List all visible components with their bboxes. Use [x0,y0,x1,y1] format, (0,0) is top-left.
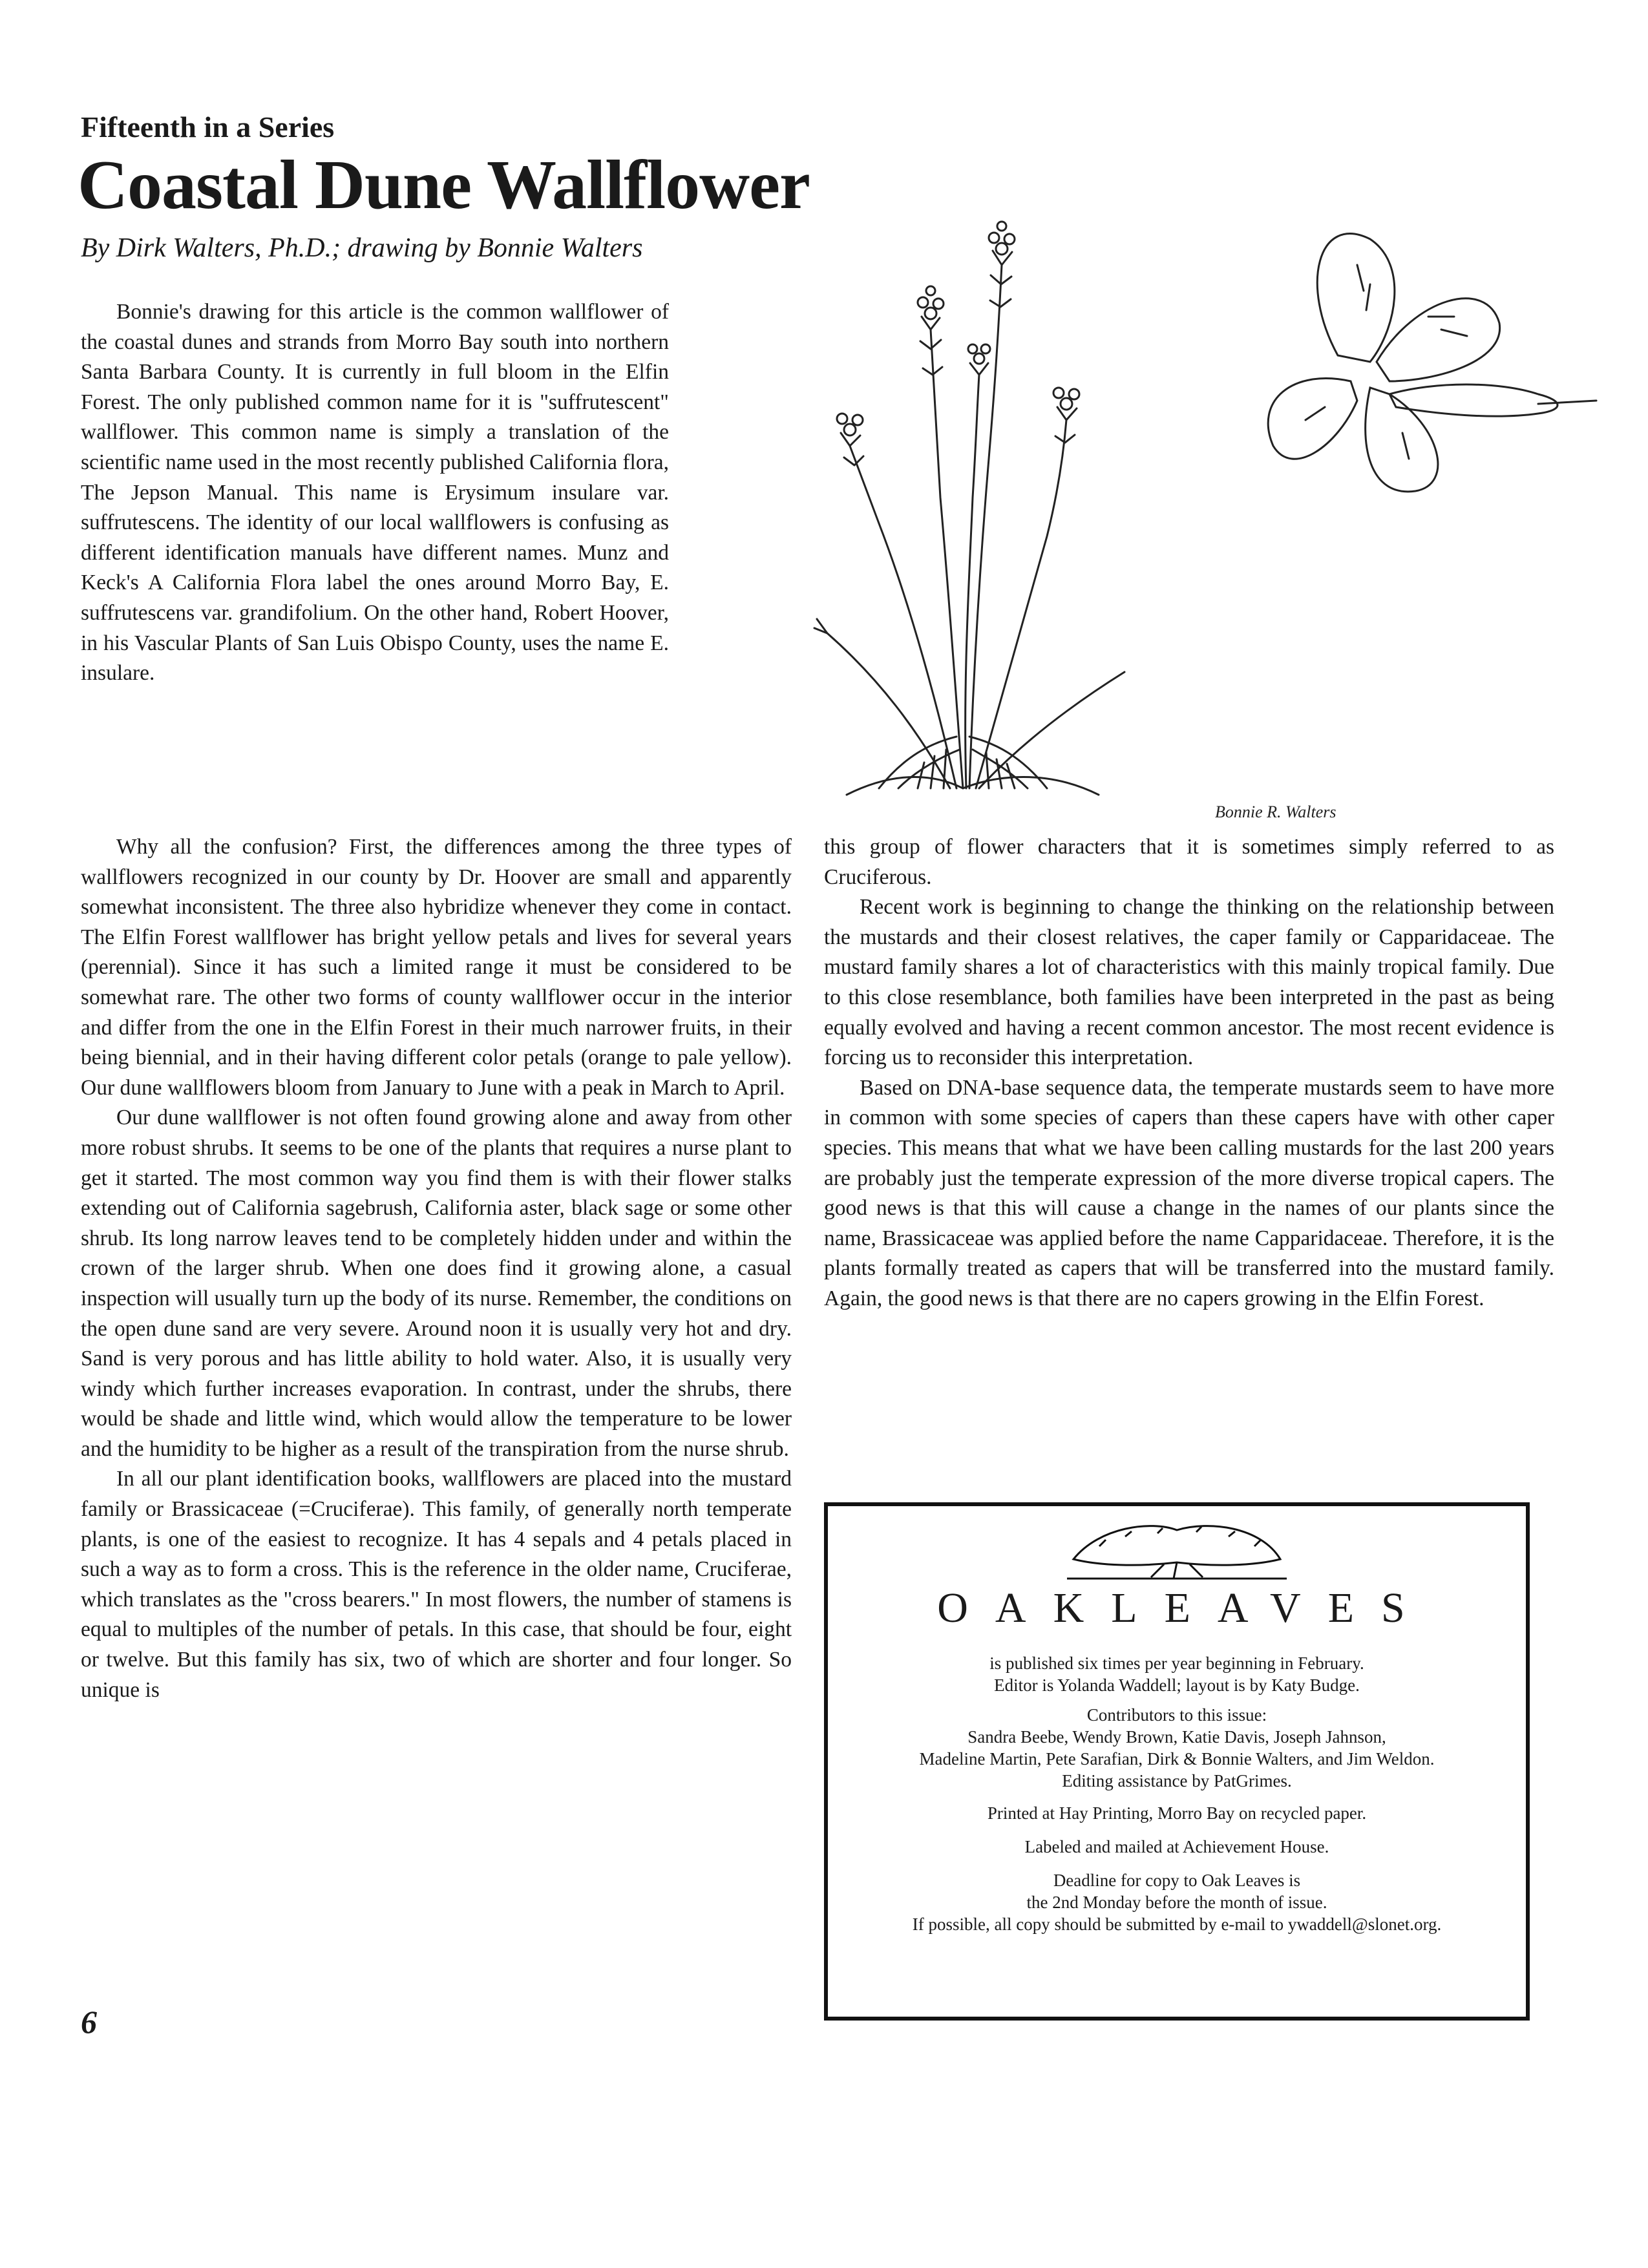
masthead-box [824,1502,1530,2021]
paragraph: Recent work is beginning to change the thinking on the relationship between the mustards and their closest relatives, the caper family or Capparidaceae. The mustard family shares a lot of characteristics with this mainly tropical family. Due to this close resemblance, both families have been interpreted in the past as being equally evolved and having a recent common ancestor. The most recent evidence is forcing us to reconsider this interpretation. [824,895,1554,1070]
paragraph: this group of flower characters that it is sometimes simply referred to as Cruciferous. [824,835,1554,889]
plant-drawing [814,222,1125,795]
masthead-line: If possible, all copy should be submitted by e-mail to ywaddell@slonet.org. [912,1915,1442,1934]
page-number: 6 [81,2004,97,2040]
paragraph: Our dune wallflower is not often found growing alone and away from other more robust shrubs. It seems to be one of the plants that requires a nurse plant to get it started. The most common way you find them is with their flower stalks extending out of California sagebrush, California aster, black sage or some other shrub. Its long narrow leaves tend to be completely hidden under and within the crown of the larger shrub. When one does find it growing alone, a casual inspection will usually turn up the body of its nurse. Remember, the conditions on the open dune sand are very severe. Around noon it is usually very hot and dry. Sand is very porous and has little ability to hold water. Also, it is usually very windy which further increases evaporation. In contrast, under the shrubs, there would be shade and little wind, which would allow the temperature to be lower and the humidity to be higher as a result of the transpiration from the nurse shrub. [81,1106,792,1461]
oak-tree-logo [1061,1520,1293,1582]
wallflower-illustration [685,187,1603,834]
masthead-line: Editor is Yolanda Waddell; layout is by Katy Budge. [994,1675,1360,1695]
masthead-line: Labeled and mailed at Achievement House. [1024,1837,1329,1856]
article-title: Coastal Dune Wallflower [78,147,810,224]
newsletter-name: OAKLEAVES [937,1584,1432,1632]
masthead-line: is published six times per year beginning in February. [989,1654,1364,1673]
intro-text: Bonnie's drawing for this article is the common wallflower of the coastal dunes and strands from Morro Bay south into northern Santa Barbara County. It is currently in full bloom in the Elfin Forest. The only published common name for it is "suffrutescent" wallflower. This common name is simply a translation of the scientific name used in the most recently published California flora, The Jepson Manual. This name is Erysimum insulare var. suffrutescens. The identity of our local wallflowers is confusing as different identification manuals have different names. Munz and Keck's A California Flora label the ones around Morro Bay, E. suffrutescens var. grandifolium. On the other hand, Robert Hoover, in his Vascular Plants of San Luis Obispo County, uses the name E. insulare. [81,300,669,686]
masthead-line: Madeline Martin, Pete Sarafian, Dirk & Bonnie Walters, and Jim Weldon. [919,1749,1435,1769]
paragraph: Based on DNA-base sequence data, the temperate mustards seem to have more in common with some species of capers than these capers have with other caper species. This means that what we have been calling mustards for the last 200 years are probably just the temperate expression of the more diverse tropical capers. The good news is that this will cause a change in the names of our plants since the name, Brassicaceae was applied before the name Capparidaceae. Therefore, it is the plants formally treated as capers that will be transferred into the mustard family. Again, the good news is that there are no capers growing in the Elfin Forest. [824,1075,1554,1310]
paragraph: In all our plant identification books, wallflowers are placed into the mustard family or Brassicaceae (=Cruciferae). This family, of generally north temperate plants, is one of the easiest to recognize. It has 4 sepals and 4 petals placed in such a way as to form a cross. This is the reference in the older name, Cruciferae, which translates as the "cross bearers." In most flowers, the number of stamens is equal to multiples of the number of petals. In this case, that should be four, eight or twelve. But this family has six, two of which are shorter and four longer. So unique is [81,1467,792,1702]
flower-closeup-drawing [1268,234,1596,492]
paragraph: Why all the confusion? First, the differences among the three types of wallflowers recognized in our county by Dr. Hoover are small and apparently somewhat inconsistent. The three also hybridize whenever they come in contact. The Elfin Forest wallflower has bright yellow petals and lives for several years (perennial). Since it has such a limited range it must be considered to be somewhat rare. The other two forms of county wallflower occur in the interior and differ from the one in the Elfin Forest in their much narrower fruits, in their being biennial, and in their having different color petals (orange to pale yellow). Our dune wallflowers bloom from January to June with a peak in March to April. [81,835,792,1100]
intro-paragraph [81,297,669,689]
right-column [824,832,1554,1314]
masthead-line: Sandra Beebe, Wendy Brown, Katie Davis, Joseph Jahnson, [967,1727,1386,1747]
masthead-line: Printed at Hay Printing, Morro Bay on recycled paper. [987,1803,1367,1823]
left-column [81,832,792,1705]
byline: By Dirk Walters, Ph.D.; drawing by Bonnie Walters [81,233,643,263]
masthead-line: Contributors to this issue: [1086,1705,1267,1725]
series-label: Fifteenth in a Series [81,110,335,143]
illustration-signature: Bonnie R. Walters [1215,803,1336,821]
masthead-line: Editing assistance by PatGrimes. [1062,1771,1292,1790]
masthead-line: the 2nd Monday before the month of issue. [1026,1893,1327,1912]
masthead-line: Deadline for copy to Oak Leaves is [1053,1871,1301,1890]
